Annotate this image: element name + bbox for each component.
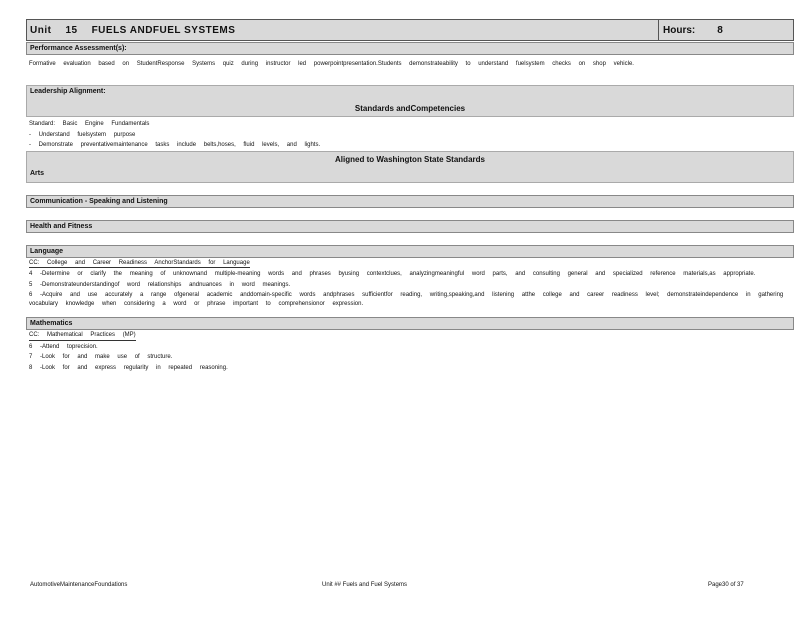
health-bar: Health and Fitness xyxy=(26,220,794,233)
washington-bar xyxy=(26,151,794,183)
standards-heading: Standards andCompetencies xyxy=(354,104,466,113)
language-line-6: 6 -Acquire and use accurately a range ofgeneral academic anddomain-specific words andphrases sufficientfor reading, writing,speaking,and listening atthe college and career readiness level; demonstrateindependence in gathering vocabulary knowledge when considering a word or phrase important to comprehensionor expression. xyxy=(29,292,791,307)
leadership-bar xyxy=(26,85,794,117)
hours-cell xyxy=(659,20,793,40)
footer-page-number: Page30 of 37 xyxy=(708,582,744,588)
leadership-line-1: Standard: Basic Engine Fundamentals xyxy=(29,121,150,127)
unit-title-cell xyxy=(27,20,659,40)
hours-label: Hours: xyxy=(663,24,696,36)
document-page xyxy=(26,19,794,373)
mathematics-bar: Mathematics xyxy=(26,317,794,330)
unit-title: FUELS ANDFUEL SYSTEMS xyxy=(91,24,236,36)
mathematics-sub-text: CC: Mathematical Practices (MP) xyxy=(29,331,136,341)
communication-bar: Communication - Speaking and Listening xyxy=(26,195,794,208)
language-sub-text: CC: College and Career Readiness AnchorStandards for Language xyxy=(29,259,250,269)
language-sub xyxy=(26,258,794,270)
performance-bar: Performance Assessment(s): xyxy=(26,42,794,55)
performance-text: Formative evaluation based on StudentResponse Systems quiz during instructor led powerpointpresentation.Students demonstrateability to understand fuelsystem checks on shop vehicle. xyxy=(29,61,634,67)
washington-heading: Aligned to Washington State Standards xyxy=(335,154,485,164)
mathematics-sub xyxy=(26,330,794,342)
footer-center: Unit ## Fuels and Fuel Systems xyxy=(322,582,408,588)
mathematics-line-6: 6 -Attend toprecision. xyxy=(29,343,98,350)
language-line-5: 5 -Demonstrateunderstandingof word relationships andnuances in word meanings. xyxy=(29,281,291,288)
unit-label: Unit xyxy=(30,24,52,36)
language-line-4: 4 -Determine or clarify the meaning of unknownand multiple-meaning words and phrases byusing contextclues, analyzingmeaningful word parts, and consulting general and specialized reference materials,as appropriate. xyxy=(29,271,756,277)
hours-value: 8 xyxy=(717,24,723,36)
arts-label: Arts xyxy=(30,169,45,177)
mathematics-line-7: 7 -Look for and make use of structure. xyxy=(29,354,173,360)
mathematics-line-8: 8 -Look for and express regularity in repeated reasoning. xyxy=(29,364,228,371)
leadership-label: Leadership Alignment: xyxy=(30,88,106,95)
leadership-line-2: - Understand fuelsystem purpose xyxy=(29,131,136,138)
language-bar: Language xyxy=(26,245,794,258)
leadership-line-3: - Demonstrate preventativemaintenance tasks include belts,hoses, fluid levels, and lights. xyxy=(29,142,321,148)
footer-left: AutomotiveMaintenanceFoundations xyxy=(30,582,128,588)
unit-number: 15 xyxy=(65,24,78,36)
unit-header xyxy=(26,19,794,41)
